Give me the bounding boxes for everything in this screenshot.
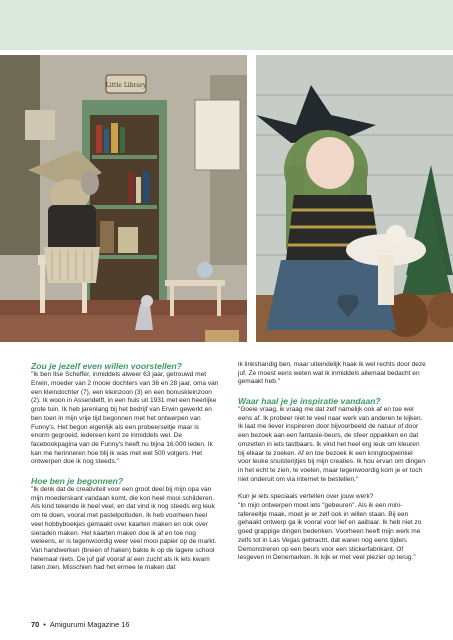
page-footer [31,620,130,629]
heading-how-did-you-start: Hoe ben je begonnen? [31,475,124,486]
magazine-name: Amigurumi Magazine 16 [49,620,130,629]
photo-witch-mushroom [256,55,453,342]
paragraph-inspiration: "Goeie vraag, ik vraag me dat zelf namelijk ook af en toe wel eens af. Ik probeer niet te veel naar werk van anderen te kijken. Ik laat me liever inspireren door bijvoorbeeld de natuur of door een bezoek aan een fantasie-beurs, de sfeer oppakken en dat omzetten in iets tastbaars. Ik vind het heel erg leuk om kleuren bij elkaar te zoeken. Af en toe bezoek ik een kringloopwinkel voor leuke snuisterijtjes bij mijn creaties. Ik hou ervan om dingen in het echt te zien, te voelen, maar tegenwoordig kom je er toch niet onderuit om via internet te bestellen." [238,406,426,483]
page-number: 70 [31,620,40,629]
paragraph-special-answer: "In mijn ontwerpen moet iets "gebeuren". Als ik een mini-tafereeltje maak, moet je er zelf ook in willen staan. Bij een gehaakt ontwerp ga ik vooral voor lief en aaibaar. Ik heb niet zo goed grappige dingen bedenken. Voorheen heeft mijn werk me zelfs tot in Las Vegas gebracht, dat waren nog eens tijden. Demonstreren op een beurs voor een stickerfabrikant. Of lesgeven in Denemarken. Ik kijk er met veel plezier op terug." [238,501,422,562]
library-sign-text: Little Library [105,82,147,89]
paragraph-introduction: "Ik ben Ilse Scheffer, inmiddels alweer 63 jaar, getrouwd met Erwin, moeder van 2 mooie dochters van 36 en 28 jaar, oma van een kleindochter (7), een kleinzoon (3) en een bonuskleinzoon (2). Ik woon in Assendelft, in een huis uit 1931 met een heerlijke grote tuin. Ik heb jarenlang bij het bedrijf van Erwin gewerkt en ben toen in mijn vrije tijd begonnen met het ontwerpen van Funny's. Het begon eigenlijk als een probeerseltje maar is enorm gegroeid, iedereen kent ze inmiddels wel. De facebookpagina van de Funny's heeft nu bijna 16.000 leden. Ik kan me herinneren hoe blij ik was met wel 500 volgers. Het ontwerpen doe ik nog steeds." [31,371,219,466]
paragraph-start: "Ik denk dat de creativiteit voor een groot deel bij mijn opa van mijn moederskant vandaan komt, die kon heel mooi schilderen. Als kind tekende ik heel veel, en dat vind ik nog steeds erg leuk om te doen, vooral met pastelpotloden. Ik heb voorheen heel veel hobbyboekjes gemaakt over kaarten maken en ook over sieraden maken. Het kaarten maken doe ik af en toe nog weleens, er is tegenwoordig weer veel mooi papier op de markt. Van handwerken (breien of haken) bakte ik op de lagere school helemaal niets. De juf gaf vooraf al een zucht als ik iets kwam laten zien. Misschien had het ermee te maken dat [31,486,217,572]
article-body [31,361,426,623]
paragraph-special-question: Kun je iets speciaals vertellen over jouw werk? [238,493,374,501]
top-color-band [0,0,453,50]
right-column [238,361,426,623]
heading-inspiration: Waar haal je je inspiratie vandaan? [238,395,381,406]
heading-introduce-yourself: Zou je jezelf even willen voorstellen? [31,361,182,371]
footer-bullet: • [43,620,46,629]
library-scene-illustration [0,55,247,342]
paragraph-continued: ik linkshandig ben, maar uiteindelijk haak ik wel rechts door deze juf. Ze moest eens weten wat ik inmiddels allemaal bedacht en gemaakt heb." [238,361,426,386]
left-column [31,361,219,623]
witch-scene-illustration [256,55,453,342]
photo-witch-library [0,55,247,342]
